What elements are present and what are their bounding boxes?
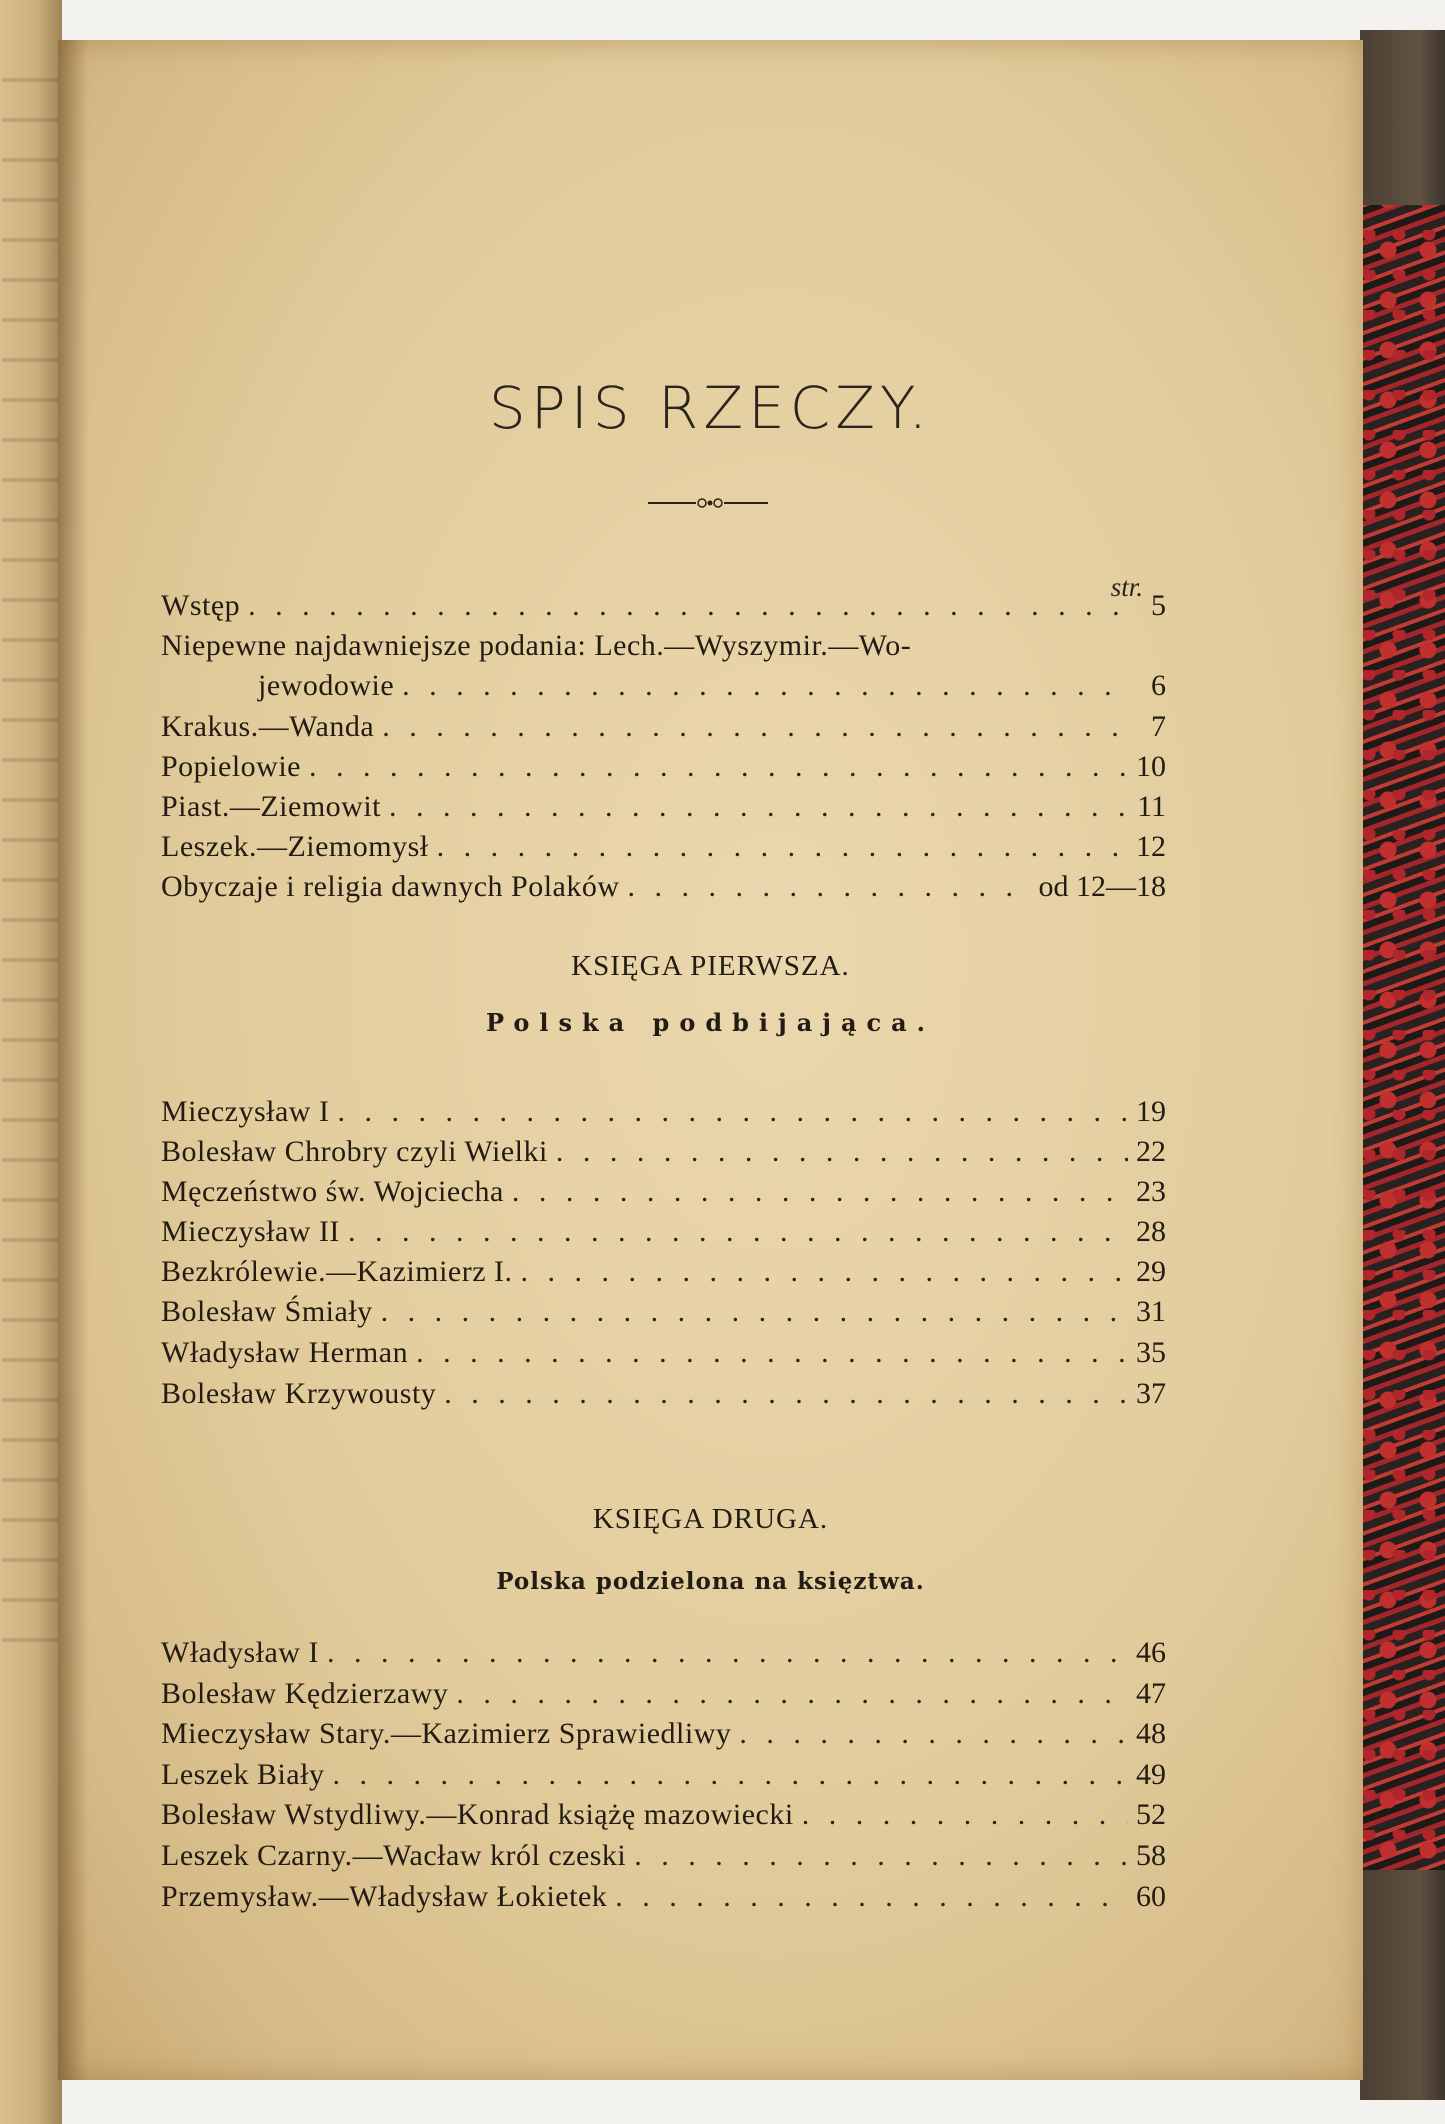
toc-entry: Wstęp . . . 5 [161,587,1166,625]
book-subtitle: Polska podbijająca. [485,1008,936,1037]
toc-entry: Bolesław Śmiały . . . 31 [161,1293,1166,1331]
toc-entry: jewodowie . . . 6 [258,667,1166,705]
toc-entry: Mieczysław Stary.—Kazimierz Sprawiedliwy . . . 48 [161,1715,1166,1753]
toc-entry: Popielowie . . . 10 [161,748,1166,786]
facing-page-edge [0,0,62,2124]
toc-entry: Obyczaje i religia dawnych Polaków . . . od 12—18 [161,868,1166,906]
toc-entry: Leszek Czarny.—Wacław król czeski . . . 58 [161,1837,1166,1875]
toc-entry: Bolesław Krzywousty . . . 37 [161,1375,1166,1413]
book-heading: KSIĘGA DRUGA. [592,1503,829,1535]
toc-entry: Piast.—Ziemowit . . . 11 [161,788,1166,826]
toc-entry: Przemysław.—Władysław Łokietek . . . 60 [161,1878,1166,1916]
toc-entry: Władysław Herman . . . 35 [161,1334,1166,1372]
marbled-back-cover [1360,30,1445,2100]
toc-entry: Bezkrólewie.—Kazimierz I. . . . 29 [161,1253,1166,1291]
toc-entry: Mieczysław I . . . 19 [161,1093,1166,1131]
contents-page [58,40,1363,2080]
book-subtitle: Polska podzielona na księztwa. [496,1568,925,1595]
toc-entry: Bolesław Wstydliwy.—Konrad książę mazowiecki . . . 52 [161,1796,1166,1834]
toc-entry: Mieczysław II . . . 28 [161,1213,1166,1251]
toc-entry: Męczeństwo św. Wojciecha . . . 23 [161,1173,1166,1211]
toc-entry: Władysław I . . . 46 [161,1634,1166,1672]
ornament-divider [648,495,768,511]
toc-entry: Niepewne najdawniejsze podania: Lech.—Wyszymir.—Wo- [161,629,912,662]
toc-entry: Krakus.—Wanda . . . 7 [161,708,1166,746]
page-column-header: str. [1110,572,1143,602]
book-heading: KSIĘGA PIERWSZA. [571,950,850,982]
toc-entry: Bolesław Chrobry czyli Wielki . . . 22 [161,1133,1166,1171]
page-title: SPIS RZECZY. [488,374,933,442]
toc-entry: Leszek Biały . . . 49 [161,1756,1166,1794]
toc-entry: Bolesław Kędzierzawy . . . 47 [161,1675,1166,1713]
toc-entry: Leszek.—Ziemomysł . . . 12 [161,828,1166,866]
